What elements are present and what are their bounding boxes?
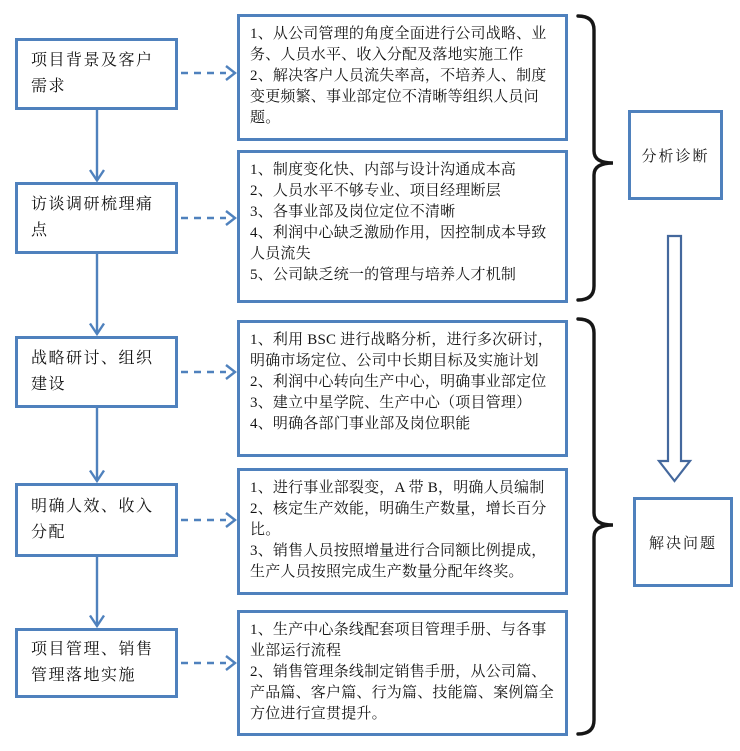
detail-item: 4、明确各部门事业部及岗位职能 [250, 416, 471, 432]
detail-box-painpoints [237, 150, 568, 303]
down-arrow-step4-step5 [90, 557, 104, 626]
dashed-arrow-step4-detail4 [181, 513, 235, 527]
step-label: 访谈调研梳理痛点 [31, 196, 154, 239]
step-label: 明确人效、收入分配 [31, 498, 154, 541]
dashed-arrow-step2-detail2 [181, 211, 235, 225]
phase-box-analysis [628, 110, 723, 200]
detail-item: 3、各事业部及岗位定位不清晰 [250, 204, 456, 220]
dashed-arrow-step1-detail1 [181, 66, 235, 80]
brace-analysis [578, 16, 613, 300]
detail-box-efficiency [237, 468, 568, 595]
phase-label: 分析诊断 [641, 148, 710, 165]
detail-box-strategy [237, 320, 568, 457]
phase-box-solution [633, 497, 733, 587]
detail-box-project-background [237, 14, 568, 141]
detail-item: 5、公司缺乏统一的管理与培养人才机制 [250, 267, 517, 283]
phase-label: 解决问题 [648, 535, 717, 552]
detail-item: 1、生产中心条线配套项目管理手册、与各事业部运行流程 [250, 622, 547, 659]
detail-item: 1、利用 BSC 进行战略分析，进行多次研讨，明确市场定位、公司中长期目标及实施计划 [250, 332, 553, 369]
detail-item: 4、利润中心缺乏激励作用，因控制成本导致人员流失 [250, 225, 547, 262]
step-box-interview-painpoints [15, 182, 178, 254]
brace-solution [578, 319, 613, 734]
detail-item: 2、人员水平不够专业、项目经理断层 [250, 183, 501, 199]
detail-item: 2、核定生产效能，明确生产数量，增长百分比。 [250, 501, 547, 538]
step-label: 战略研讨、组织建设 [31, 350, 154, 393]
detail-item: 3、销售人员按照增量进行合同额比例提成，生产人员按照完成生产数量分配年终奖。 [250, 543, 547, 580]
down-arrow-step2-step3 [90, 254, 104, 334]
detail-item: 1、进行事业部裂变，A 带 B，明确人员编制 [250, 480, 545, 496]
step-box-strategy-organization [15, 336, 178, 408]
step-box-efficiency-income [15, 483, 178, 557]
step-label: 项目背景及客户需求 [31, 52, 154, 95]
detail-item: 3、建立中星学院、生产中心（项目管理） [250, 395, 532, 411]
step-box-implementation [15, 628, 178, 698]
detail-item: 1、制度变化快、内部与设计沟通成本高 [250, 162, 517, 178]
detail-box-implementation [237, 610, 568, 736]
detail-item: 1、从公司管理的角度全面进行公司战略、业务、人员水平、收入分配及落地实施工作 [250, 26, 547, 63]
detail-item: 2、解决客户人员流失率高，不培养人、制度变更频繁、事业部定位不清晰等组织人员问题。 [250, 68, 547, 126]
dashed-arrow-step3-detail3 [181, 365, 235, 379]
block-down-arrow-icon [659, 236, 690, 481]
step-label: 项目管理、销售管理落地实施 [31, 641, 154, 684]
down-arrow-step3-step4 [90, 408, 104, 481]
detail-item: 2、销售管理条线制定销售手册，从公司篇、产品篇、客户篇、行为篇、技能篇、案例篇全方位进行宣贯提升。 [250, 664, 555, 722]
detail-item: 2、利润中心转向生产中心，明确事业部定位 [250, 374, 547, 390]
step-box-project-background [15, 38, 178, 110]
dashed-arrow-step5-detail5 [181, 656, 235, 670]
down-arrow-step1-step2 [90, 110, 104, 181]
